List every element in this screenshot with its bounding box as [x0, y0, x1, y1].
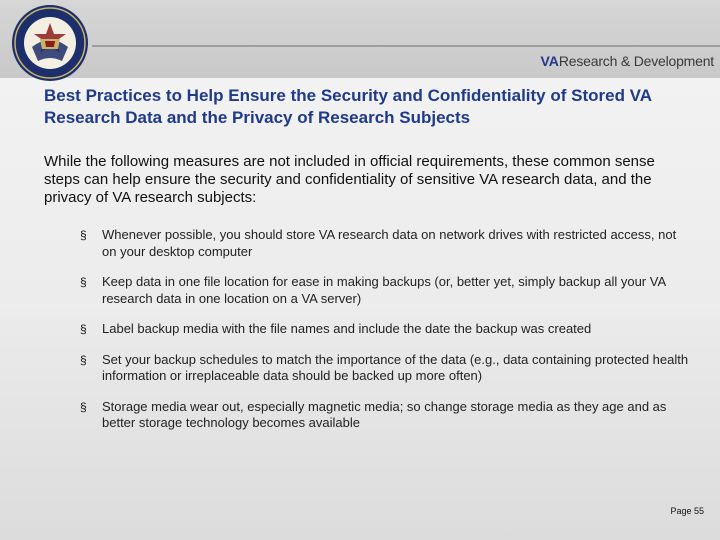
list-item [74, 274, 694, 307]
bullet-marker-icon: § [80, 228, 87, 242]
bullet-text: Whenever possible, you should store VA research data on network drives with restricted access, not on your desktop computer [102, 227, 677, 259]
bullet-marker-icon: § [80, 275, 87, 289]
list-item [74, 399, 694, 432]
brand-research-development: Research & Development [558, 53, 714, 69]
va-seal-icon [10, 3, 90, 83]
bullet-text: Storage media wear out, especially magnetic media; so change storage media as they age and as better storage technology becomes available [102, 398, 667, 430]
intro-paragraph: While the following measures are not included in official requirements, these common sense steps can help ensure the security and confidentiality of sensitive VA research data, and the privacy of VA research subjects: [44, 153, 655, 206]
header-divider [92, 45, 720, 47]
bullet-text: Keep data in one file location for ease in making backups (or, better yet, simply backup all your VA research data in one location on a VA server) [102, 274, 666, 306]
list-item [74, 352, 694, 385]
list-item [74, 227, 694, 260]
bullet-marker-icon: § [80, 322, 87, 336]
bullet-text: Set your backup schedules to match the importance of the data (e.g., data containing protected health information or irreplaceable data should be backed up more often) [102, 351, 689, 383]
brand-logo [540, 52, 714, 70]
bullet-marker-icon: § [80, 352, 87, 367]
page-number: Page 55 [670, 506, 704, 516]
bullet-marker-icon: § [80, 399, 87, 414]
brand-va: VA [540, 53, 559, 69]
list-item [74, 321, 694, 338]
bullet-text: Label backup media with the file names and include the date the backup was created [102, 321, 592, 336]
bullet-list [74, 227, 694, 446]
page-title: Best Practices to Help Ensure the Security and Confidentiality of Stored VA Research Data and the Privacy of Research Subjects [44, 86, 652, 127]
